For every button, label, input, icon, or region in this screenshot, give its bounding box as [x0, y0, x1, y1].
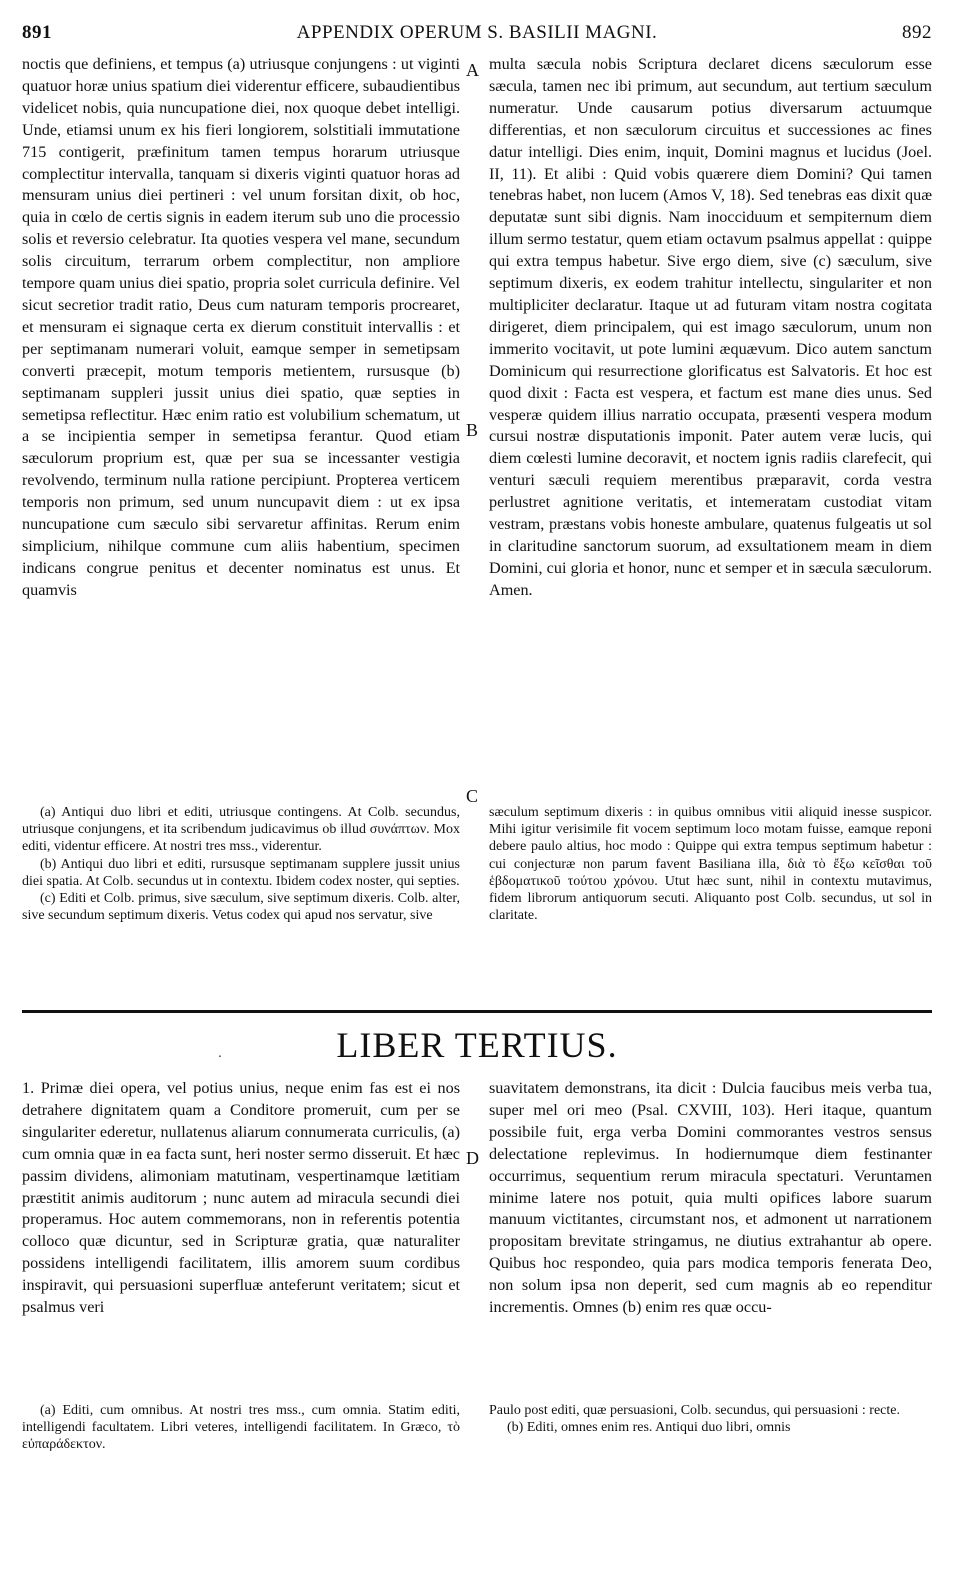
body-paragraph: noctis que definiens, et tempus (a) utriusque conjungens : ut viginti quatuor horæ unius spatium diei viderentur efficere, subaudientibus videlicet nobis, quia nuncupatione diei, nox quoque debet intelligi. Unde, etiamsi unum ex his fieri longiorem, solstitiali immutatione 715 contigerit, præfinitum tamen tempus horarum utriusque complectitur intervalla, tanquam si dixeris viginti quatuor horas ad mensuram unius diei pertineri : vel unum forsitan dixit, ob hoc, quia in cœlo de certis signis in eadem iterum sub uno die processio solis et reversio celebratur. Ita quoties vespera vel mane, secundum solis circuitum, terrarum orbem complectitur, non ampliore tempore quam unius diei spatio, propria solet curricula definire. Vel sicut secretior tradit ratio, Deus cum naturam temporis procrearet, et mensuram ei signaque certa ex dierum constituit intervallis : et per septimanam numerari voluit, eamque semper in semetipsam converti præcepit, motum temporis metientem, rursusque (b) septimanam suppleri jussit unius diei spatio, quæ septies in semetipsa reflectitur. Hæc enim ratio est volubilium schematum, ut a se incipientia semper in semetipsa ferantur. Quod etiam sæculorum proprium est, quæ per sua se incessanter vestigia revolvendo, terminum nulla ratione percipiunt. Propterea verticem temporis non primum, sed unum nuncupavit diem : ut ex ipsa nuncupatione cum sæculo sibi servaretur affinitas. Rerum enim simplicium, nihilque commune cum aliis habentium, specimen indicans congrue penitus et decenter nominatus est unus. Et quamvis — [22, 55, 460, 599]
margin-letter-d: D — [466, 1148, 479, 1168]
page-header — [22, 22, 932, 48]
top-right-column — [489, 54, 932, 790]
footnote-c: (c) Editi et Colb. primus, sive sæculum, sive septimum dixeris. Colb. alter, sive secundum septimum dixeris. Vetus codex qui apud nos servatur, sive — [22, 891, 460, 924]
top-left-footnotes — [22, 804, 460, 994]
footnote-b: (b) Editi, omnes enim res. Antiqui duo libri, omnis — [507, 1420, 791, 1436]
margin-letter-c: C — [466, 786, 479, 806]
top-right-footnotes — [489, 804, 932, 994]
footnote-continuation: Paulo post editi, quæ persuasioni, Colb. secundus, qui persuasioni : recte. — [489, 1403, 901, 1418]
footnote-a: (a) Editi, cum omnibus. At nostri tres mss., cum omnia. Statim editi, intelligendi facultatem. Libri veteres, intelligendi facilitatem. In Græco, τὸ εὐπαράδεκτον. — [22, 1403, 460, 1453]
top-left-column — [22, 54, 460, 790]
body-paragraph: multa sæcula nobis Scriptura declaret dicens sæculorum esse sæcula, tamen nec ibi primum, aut secundum, aut tertium sæculum numeratur. Unde causarum potius diversarum actuumque differentias, et non sæculorum circuitus et successiones ac fines datur intelligi. Dies enim, inquit, Domini magnus et lucidus (Joel. II, 11). Et alibi : Quid vobis quærere diem Domini? Qui tamen tenebras habet, non lucem (Amos V, 18). Sed tenebras eas dixit quæ deputatæ sunt sibi dignis. Nam inocciduum et sempiternum diem illum sermo testatur, quem etiam octavum psalmus appellat : quippe qui extra tempus habetur. Sive ergo diem, sive (c) sæculum, sive septimum dixeris, ex eodem trahitur intellectu, singulariter et non multipliciter declaratur. Itaque ut ad futuram vitam nostra cogitata dirigeret, diem principalem, qui est imago sæculorum, unum non immerito vocitavit, ut pote lumini æquævum. Dico autem sanctum Dominicum qui resurrectione glorificatus est Salvatoris. Et hoc est quod dixit : Facta est vespera, et factum est mane dies unus. Sed vesperæ quidem illius narratio occupata, præsenti vespera modum cursui nostræ disputationis imponit. Pater autem veræ lucis, qui diem cœlesti lumine decoravit, et noctem ignis radiis clarefecit, qui venturi sæculi requiem merentibus præparavit, corda vestra perlustret agnitione veritatis, et intemeratam custodiat vitam vestram, præstans vobis honeste ambulare, quatenus fulgeatis ut sol in claritudine sanctorum suorum, ad exsultationem meam in diem Domini, cui gloria et honor, nunc et semper et in sæcula sæculorum. Amen. — [489, 55, 932, 599]
body-paragraph: 1. Primæ diei opera, vel potius unius, neque enim fas est ei nos detrahere dignitatem quam a Conditore promeruit, cum per se singulariter ederetur, nullatenus aliarum connumerata curriculis, (a) cum omnia quæ in ea facta sunt, heri noster sermo disseruit. Et hæc passim dividens, alimoniam matutinam, vespertinamque lætitiam præstitit animis auditorum ; nunc autem ad miracula secundi diei properamus. Hoc autem commemorans, non in referentis potentia colloco quæ dicuntur, sed in Scripturæ gratia, quæ naturaliter possidens intelligendi facilitatem, illis amorem suum cordibus inspiravit, qui persuasioni superfluæ anteferunt veritatem; sicut et psalmus veri — [22, 1079, 460, 1317]
page-number-right: 892 — [902, 22, 932, 43]
bottom-left-footnotes — [22, 1402, 460, 1462]
margin-letter-b: B — [466, 420, 479, 440]
bottom-left-column — [22, 1078, 460, 1400]
bottom-right-column — [489, 1078, 932, 1400]
bottom-right-footnotes — [489, 1402, 932, 1462]
footnote-continuation: sæculum septimum dixeris : in quibus omnibus vitii aliquid inesse suspicor. Mihi igitur verisimile fit vocem septimum loco motam fuisse, eamque reponi debere paulo altius, hoc modo : Quippe qui extra tempus septimum habetur : cui conjecturæ non parum favent Basiliana illa, διὰ τὸ ἔξω κεῖσθαι τοῦ ἑβδοματικοῦ τούτου χρόνου. Utut hæc sunt, nihil in contextu mutavimus, fidem librorum antiquorum secuti. Aliquanto post Colb. secundus, ut sol in claritate. — [489, 805, 932, 924]
margin-letter-a: A — [466, 60, 479, 80]
book-title: LIBER TERTIUS. — [336, 1025, 618, 1065]
section-divider — [22, 1010, 932, 1013]
body-paragraph: suavitatem demonstrans, ita dicit : Dulcia faucibus meis verba tua, super mel ori meo (Psal. CXVIII, 103). Heri itaque, quantum possibile fuit, erga verba Domini commorantes vestros sensus delectatione replevimus. In hodiernumque diem festinanter occurrimus, sequentium rerum miracula spectaturi. Veruntamen minime latere nos potuit, quia multi opifices labore suarum manuum victitantes, circumstant nos, et admonent ut narrationem propositam brevitate stringamus, ne diutius extrahantur ab opere. Quibus hoc respondeo, quia pars modica temporis fenerata Deo, non solum ipsa non deperit, sed cum magnis ab eo rependitur incrementis. Omnes (b) enim res quæ occu- — [489, 1079, 932, 1317]
stray-mark: . — [218, 1046, 222, 1060]
footnote-a: (a) Antiqui duo libri et editi, utriusque contingens. At Colb. secundus, utriusque conjungens, et ita scribendum judicavimus ob illud συνάπτων. Mox editi, videntur efficere. At nostri tres mss., viderentur. — [22, 805, 460, 855]
footnote-b: (b) Antiqui duo libri et editi, rursusque septimanam supplere jussit unius diei spatia. At Colb. secundus ut in contextu. Ibidem codex noster, qui septies. — [22, 856, 460, 889]
page-number-left: 891 — [22, 22, 52, 43]
running-title: APPENDIX OPERUM S. BASILII MAGNI. — [296, 22, 658, 43]
